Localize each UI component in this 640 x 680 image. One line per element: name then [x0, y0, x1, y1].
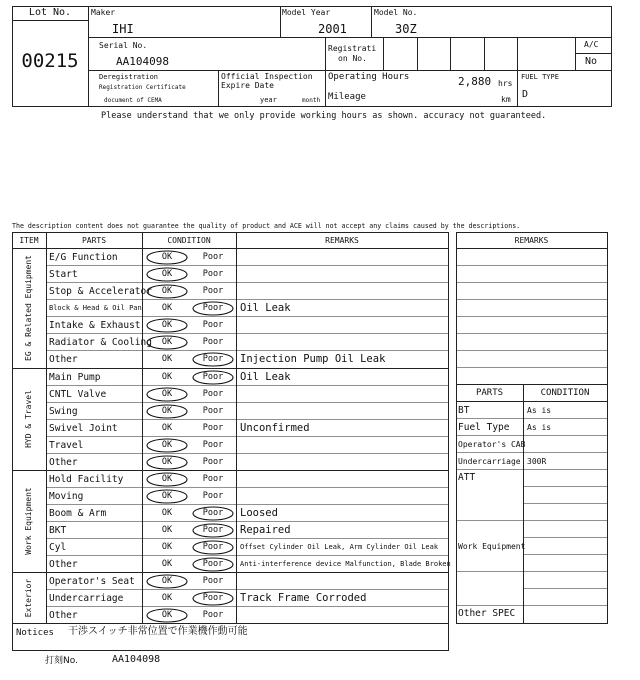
- description-disclaimer: The description content does not guarantee the quality of product and ACE will not accept any claims caused by the descriptions.: [12, 222, 521, 230]
- condition-poor: Poor: [202, 457, 224, 467]
- condition-poor: Poor: [202, 286, 224, 296]
- remark-text: Repaired: [240, 524, 291, 536]
- condition-ok: OK: [161, 440, 173, 450]
- lot-label: Lot No.: [28, 7, 72, 18]
- deregistration-label: Deregistration: [99, 73, 159, 81]
- right-other-spec-label: Other SPEC: [458, 608, 516, 619]
- condition-ok: OK: [161, 423, 173, 433]
- part-name: Start: [49, 269, 78, 280]
- condition-poor: Poor: [202, 252, 224, 262]
- condition-ok: OK: [161, 389, 173, 399]
- registration-label-2: on No.: [338, 54, 367, 63]
- condition-ok: OK: [161, 474, 173, 484]
- condition-poor: Poor: [202, 474, 224, 484]
- ac-label: A/C: [584, 40, 599, 49]
- remark-text: Oil Leak: [240, 302, 291, 314]
- operating-hours-value: 2,880: [458, 75, 492, 88]
- serial-label: Serial No.: [99, 41, 148, 50]
- remark-text: Unconfirmed: [240, 422, 310, 434]
- part-name: Other: [49, 457, 78, 468]
- fuel-type-label: FUEL TYPE: [521, 73, 559, 81]
- group-label-exterior: Exterior: [24, 578, 33, 618]
- part-name: Operator's Seat: [49, 576, 135, 587]
- remark-text: Oil Leak: [240, 371, 291, 383]
- condition-poor: Poor: [202, 303, 224, 313]
- condition-ok: OK: [161, 269, 173, 279]
- condition-ok: OK: [161, 337, 173, 347]
- maker-value: IHI: [112, 22, 134, 36]
- remark-text: Injection Pump Oil Leak: [240, 353, 386, 365]
- condition-poor: Poor: [202, 542, 224, 552]
- notices-label: Notices: [16, 628, 54, 638]
- month-label: month: [302, 97, 321, 104]
- right-row-part: Operator's CAB: [458, 440, 526, 449]
- col-parts-header: PARTS: [81, 236, 107, 245]
- condition-poor: Poor: [202, 559, 224, 569]
- condition-ok: OK: [161, 610, 173, 620]
- condition-poor: Poor: [202, 508, 224, 518]
- condition-poor: Poor: [202, 320, 224, 330]
- col-remarks-header: REMARKS: [325, 236, 359, 245]
- right-row-part: Undercarriage: [458, 457, 521, 466]
- part-name: CNTL Valve: [49, 389, 107, 400]
- part-name: Other: [49, 354, 78, 365]
- right-row-condition: As is: [527, 406, 552, 415]
- group-label-eg: EG & Related Equipment: [24, 255, 33, 361]
- remark-text: Loosed: [240, 507, 278, 519]
- maker-label: Maker: [91, 8, 116, 17]
- registration-certificate-label: Registration Certificate: [99, 84, 186, 91]
- right-parts-header: PARTS: [475, 388, 504, 398]
- right-work-equipment-label: Work Equipment: [458, 542, 526, 551]
- right-row-part: ATT: [458, 472, 476, 483]
- right-row-condition: 300R: [527, 457, 547, 466]
- group-label-work: Work Equipment: [24, 487, 33, 555]
- part-name: BKT: [49, 525, 67, 536]
- part-name: Swing: [49, 406, 78, 417]
- ac-value: No: [585, 56, 598, 67]
- part-name: E/G Function: [49, 252, 118, 263]
- condition-poor: Poor: [202, 440, 224, 450]
- serial-value: AA104098: [116, 55, 169, 68]
- condition-poor: Poor: [202, 525, 224, 535]
- stamp-value: AA104098: [112, 654, 161, 665]
- remark-text: Anti-interference device Malfunction, Blade Broken: [240, 560, 451, 568]
- part-name: Block & Head & Oil Pan: [49, 304, 142, 312]
- model-no-label: Model No.: [374, 8, 418, 17]
- condition-ok: OK: [161, 491, 173, 501]
- year-label: year: [260, 96, 277, 104]
- condition-ok: OK: [161, 320, 173, 330]
- condition-ok: OK: [161, 372, 173, 382]
- part-name: Cyl: [49, 542, 67, 553]
- part-name: Travel: [49, 440, 84, 451]
- part-name: Stop & Accelerator: [49, 286, 152, 297]
- condition-ok: OK: [161, 303, 173, 313]
- right-row-condition: As is: [527, 423, 552, 432]
- col-condition-header: CONDITION: [167, 236, 211, 245]
- condition-poor: Poor: [202, 491, 224, 501]
- condition-poor: Poor: [202, 406, 224, 416]
- condition-ok: OK: [161, 559, 173, 569]
- condition-ok: OK: [161, 354, 173, 364]
- condition-ok: OK: [161, 406, 173, 416]
- cema-document-label: document of CEMA: [104, 97, 162, 104]
- part-name: Moving: [49, 491, 84, 502]
- part-name: Radiator & Cooling: [49, 337, 152, 348]
- condition-ok: OK: [161, 525, 173, 535]
- condition-poor: Poor: [202, 372, 224, 382]
- condition-ok: OK: [161, 542, 173, 552]
- condition-poor: Poor: [202, 389, 224, 399]
- condition-poor: Poor: [202, 423, 224, 433]
- condition-poor: Poor: [202, 354, 224, 364]
- model-year-value: 2001: [318, 22, 347, 36]
- condition-poor: Poor: [202, 610, 224, 620]
- part-name: Other: [49, 610, 78, 621]
- stamp-label: 打刻No.: [45, 656, 78, 666]
- fuel-type-value: D: [522, 89, 529, 100]
- condition-poor: Poor: [202, 593, 224, 603]
- right-remarks-header: REMARKS: [514, 236, 549, 245]
- right-condition-header: CONDITION: [540, 388, 590, 398]
- remark-text: Track Frame Corroded: [240, 592, 367, 604]
- part-name: Hold Facility: [49, 474, 124, 485]
- condition-ok: OK: [161, 457, 173, 467]
- notices-text: 干渉スイッチ非常位置で作業機作動可能: [68, 626, 248, 637]
- condition-poor: Poor: [202, 337, 224, 347]
- part-name: Undercarriage: [49, 593, 124, 604]
- part-name: Other: [49, 559, 78, 570]
- col-item-header: ITEM: [19, 236, 39, 245]
- model-year-label: Model Year: [282, 8, 331, 17]
- hrs-unit: hrs: [498, 79, 513, 88]
- lot-number: 00215: [21, 50, 79, 72]
- km-unit: km: [501, 95, 511, 104]
- condition-ok: OK: [161, 252, 173, 262]
- mileage-label: Mileage: [328, 92, 366, 102]
- condition-poor: Poor: [202, 269, 224, 279]
- inspection-label-2: Expire Date: [221, 81, 274, 90]
- group-label-hyd: HYD & Travel: [24, 390, 33, 448]
- condition-ok: OK: [161, 286, 173, 296]
- part-name: Main Pump: [49, 372, 101, 383]
- right-row-part: Fuel Type: [458, 422, 510, 433]
- registration-label-1: Registrati: [328, 44, 377, 53]
- part-name: Boom & Arm: [49, 508, 107, 519]
- condition-ok: OK: [161, 593, 173, 603]
- condition-ok: OK: [161, 508, 173, 518]
- part-name: Intake & Exhaust: [49, 320, 141, 331]
- model-no-value: 30Z: [395, 22, 417, 36]
- condition-ok: OK: [161, 576, 173, 586]
- hours-disclaimer: Please understand that we only provide working hours as shown. accuracy not guaranteed.: [101, 111, 547, 121]
- operating-hours-label: Operating Hours: [328, 72, 410, 82]
- inspection-label-1: Official Inspection: [221, 72, 313, 81]
- right-row-part: BT: [458, 405, 470, 416]
- remark-text: Offset Cylinder Oil Leak, Arm Cylinder Oil Leak: [240, 543, 439, 551]
- part-name: Swivel Joint: [49, 423, 118, 434]
- condition-poor: Poor: [202, 576, 224, 586]
